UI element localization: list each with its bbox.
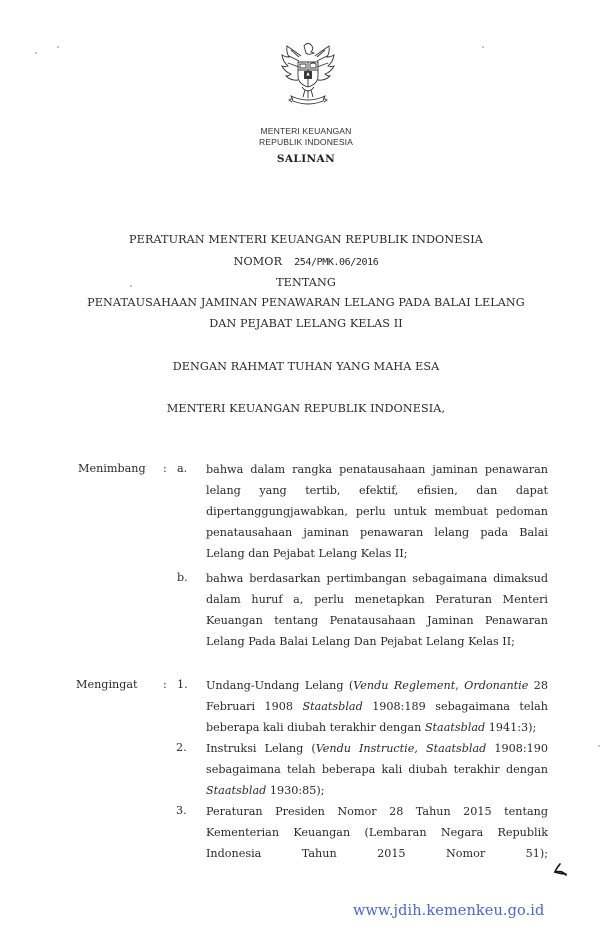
subject-line-1: PENATAUSAHAAN JAMINAN PENAWARAN LELANG PADA BALAI LELANG (87, 296, 525, 309)
menimbang-item-b (206, 568, 548, 652)
nomor-value: 254/PMK.06/2016 (294, 257, 379, 268)
italic-term: Ordonantie (464, 679, 529, 692)
menimbang-b-marker: b. (177, 571, 188, 584)
scan-speck (57, 46, 59, 48)
scan-speck (130, 285, 132, 287)
line: penatausahaan jaminan penawaran lelang pada Balai (206, 526, 548, 539)
line: dipertanggungjawabkan, perlu untuk membuat pedoman (206, 505, 548, 518)
scan-speck (35, 52, 37, 54)
text: , (414, 742, 426, 755)
nomor-label: NOMOR (233, 255, 283, 268)
italic-term: Staatsblad (424, 721, 486, 734)
line: lelang yang tertib, efektif, efisien, dan dapat (206, 484, 548, 497)
garuda-emblem-icon (279, 40, 337, 120)
mengingat-item-2 (206, 738, 548, 801)
jdih-url-link[interactable]: www.jdih.kemenkeu.go.id (353, 903, 545, 919)
text: 1941:3); (485, 721, 537, 734)
line: dalam huruf a, perlu menetapkan Peraturan Menteri (206, 593, 548, 606)
line: Keuangan tentang Penatausahaan Jaminan Penawaran (206, 614, 548, 627)
regulation-title: PERATURAN MENTERI KEUANGAN REPUBLIK INDONESIA (129, 233, 483, 246)
italic-term: Staatsblad (426, 742, 487, 755)
italic-term: Staatsblad (206, 784, 267, 797)
mengingat-item-3: Peraturan Presiden Nomor 28 Tahun 2015 tentang Kementerian Keuangan (Lembaran Negara Republik Indonesia Tahun 2015 Nomor 51); (206, 805, 548, 860)
italic-term: Vendu Instructie (315, 742, 415, 755)
menimbang-colon: : (163, 462, 167, 475)
mengingat-colon: : (163, 678, 167, 691)
ministry-name (0, 126, 612, 147)
regulation-number (0, 255, 612, 268)
paraf-mark-icon (553, 862, 573, 876)
text: 28 Februari 1908 (206, 679, 548, 713)
tentang-heading: TENTANG (276, 276, 336, 289)
line: Lelang dan Pejabat Lelang Kelas II; (206, 547, 408, 560)
text: 1908:190 sebagaimana telah beberapa kali diubah terakhir dengan (206, 742, 548, 776)
subject-line-2: DAN PEJABAT LELANG KELAS II (209, 317, 403, 330)
menimbang-a-marker: a. (177, 462, 188, 475)
ministry-line-2: REPUBLIK INDONESIA (259, 136, 353, 147)
italic-term: Vendu Reglement (353, 679, 456, 692)
menimbang-item-a (206, 459, 548, 564)
mengingat-2-marker: 2. (176, 741, 187, 754)
text: Undang-Undang Lelang ( (206, 679, 354, 692)
line: bahwa berdasarkan pertimbangan sebagaimana dimaksud (206, 572, 548, 585)
line: bahwa dalam rangka penatausahaan jaminan penawaran (206, 463, 548, 476)
ministry-line-1: MENTERI KEUANGAN (260, 126, 352, 136)
mengingat-1-marker: 1. (177, 678, 188, 691)
authority-line: MENTERI KEUANGAN REPUBLIK INDONESIA, (166, 402, 446, 415)
menimbang-label: Menimbang (78, 462, 146, 475)
line: Lelang Pada Balai Lelang Dan Pejabat Lelang Kelas II; (206, 635, 515, 648)
invocation: DENGAN RAHMAT TUHAN YANG MAHA ESA (172, 360, 440, 373)
scan-speck (598, 745, 600, 747)
text: , (455, 679, 465, 692)
text: Instruksi Lelang ( (206, 742, 316, 755)
text: 1930:85); (266, 784, 325, 797)
italic-term: Staatsblad (302, 700, 363, 713)
mengingat-label: Mengingat (76, 678, 138, 691)
mengingat-3-marker: 3. (176, 804, 187, 817)
salinan-stamp: SALINAN (276, 153, 336, 165)
scan-speck (482, 46, 484, 48)
mengingat-item-1 (206, 675, 548, 738)
text: 1908:189 sebagaimana telah beberapa kali diubah terakhir dengan (206, 700, 548, 734)
